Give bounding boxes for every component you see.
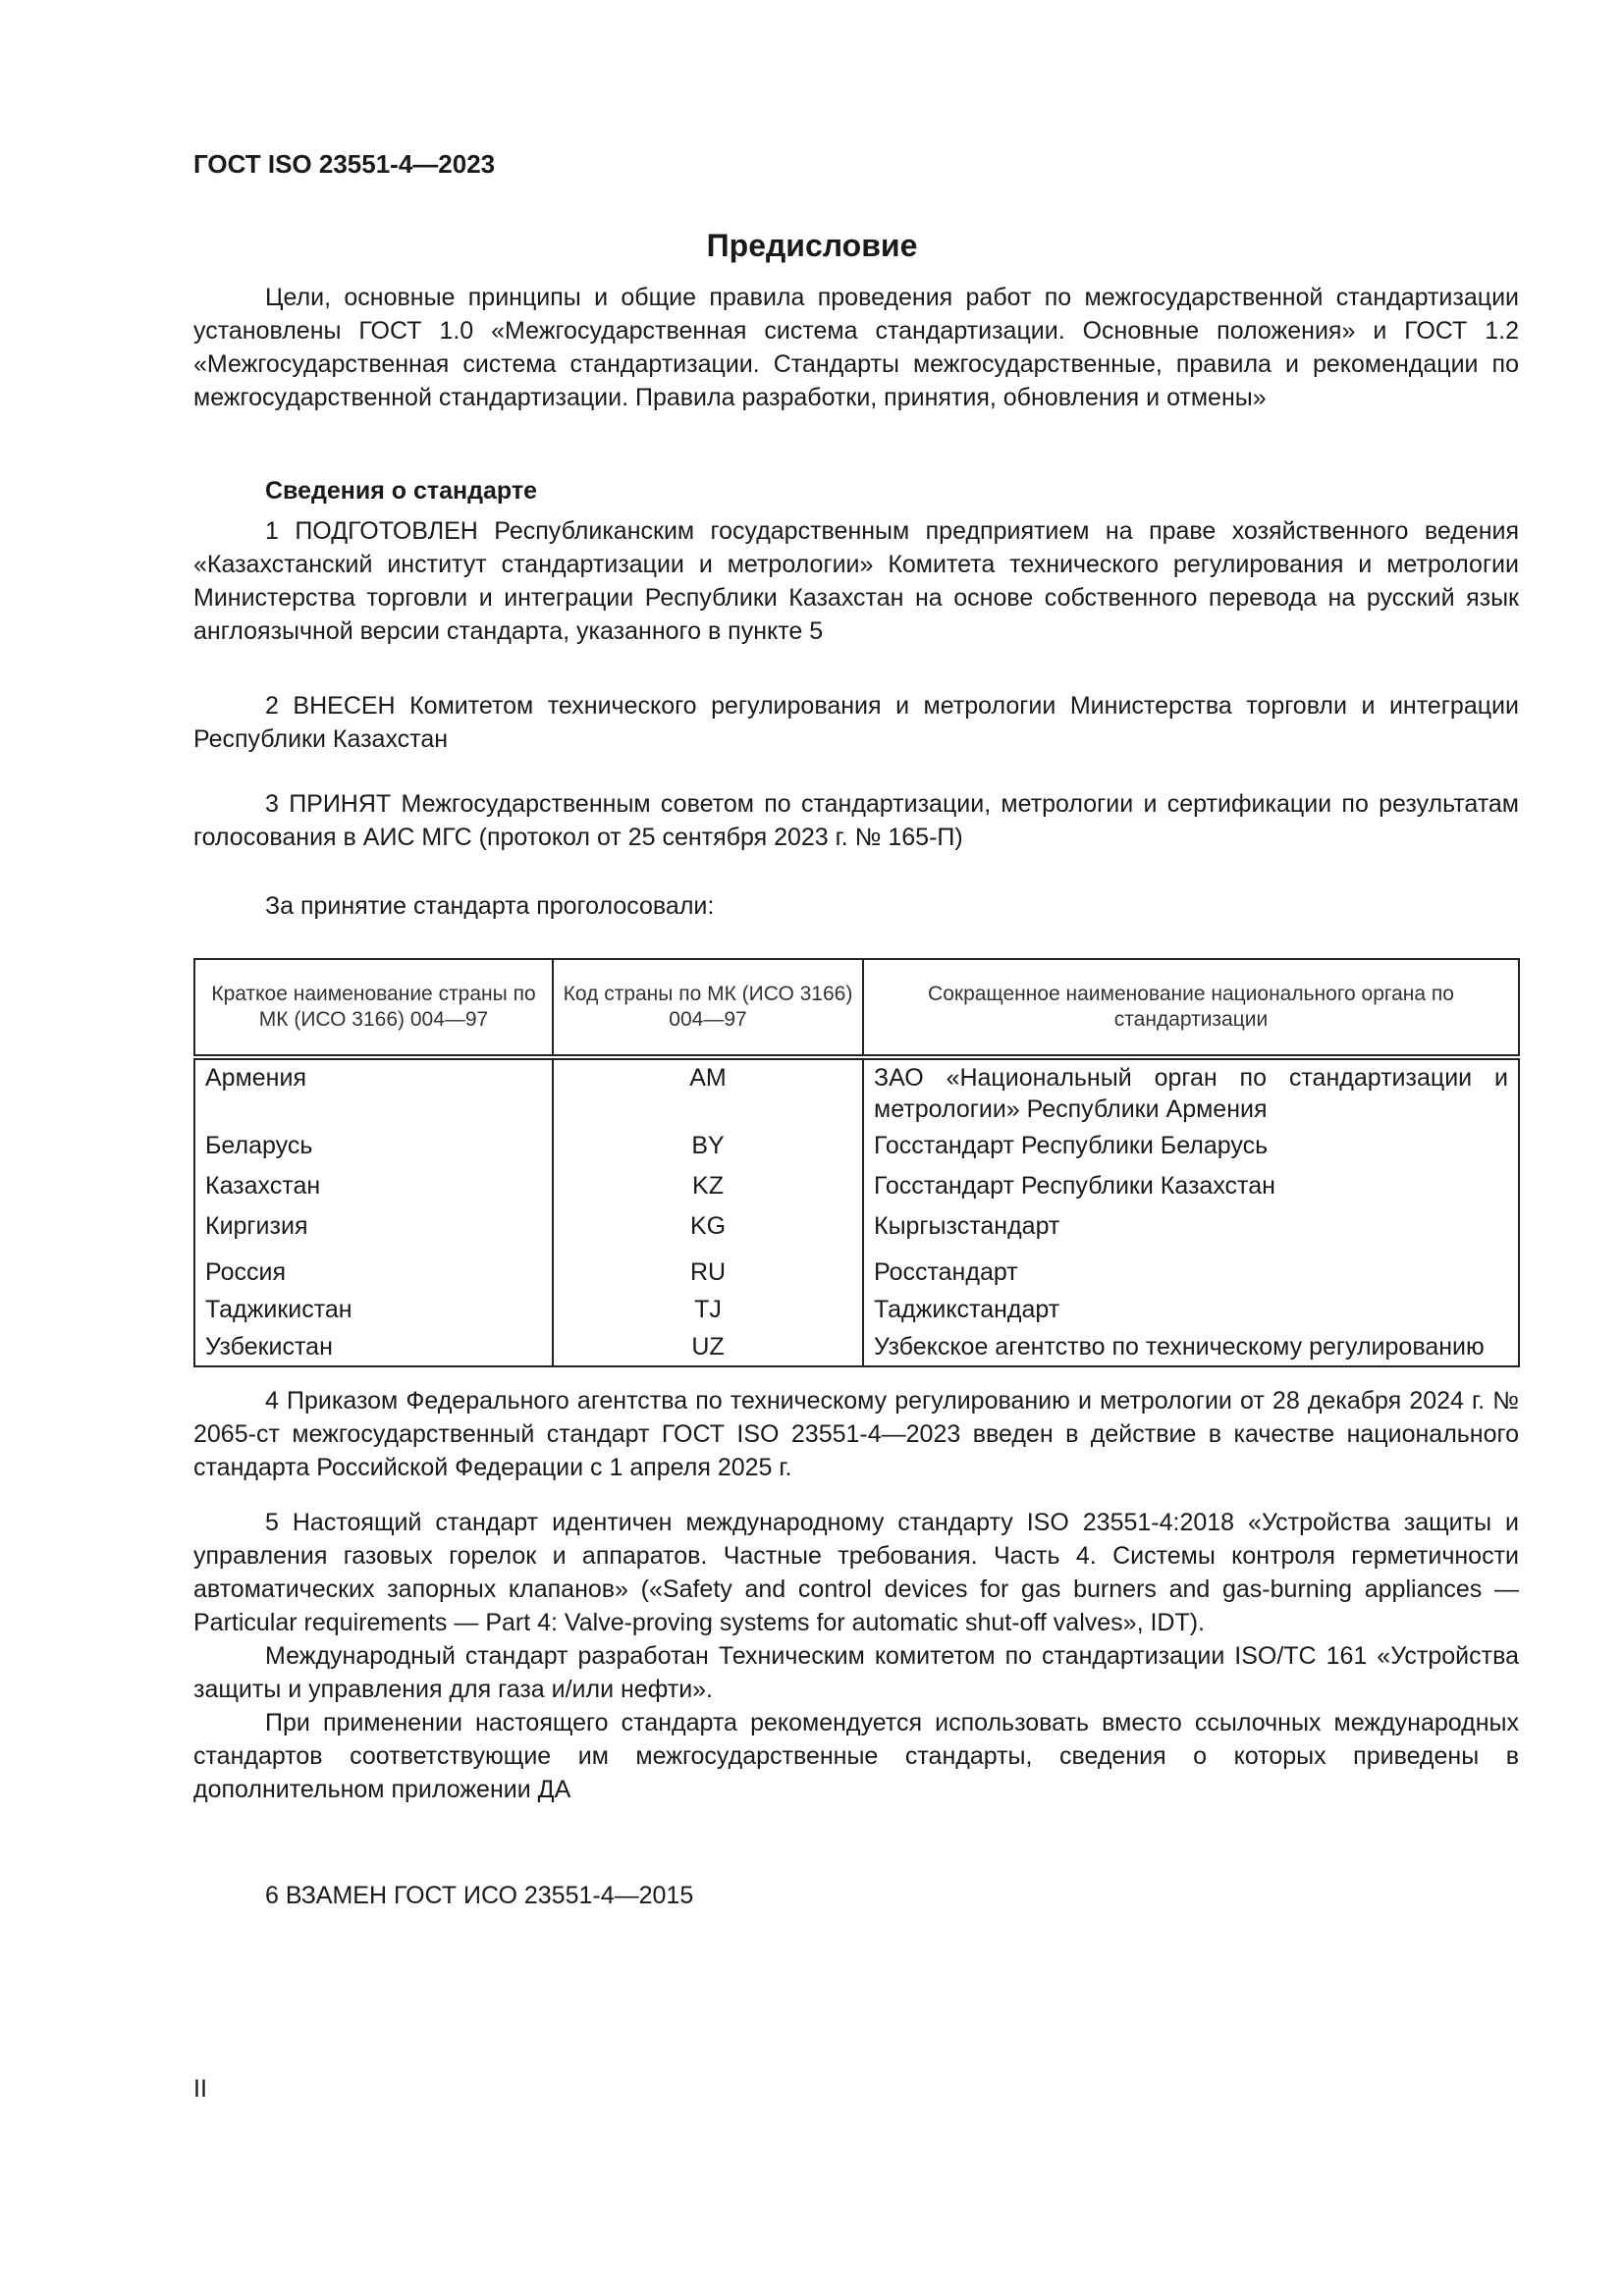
- country-cell: Беларусь: [194, 1128, 553, 1168]
- code-cell: KG: [553, 1208, 863, 1255]
- page-number: II: [193, 2075, 207, 2103]
- intro-paragraph: [193, 281, 1519, 414]
- table-row: [194, 1057, 1519, 1128]
- item-2-text: 2 ВНЕСЕН Комитетом технического регулирования и метрологии Министерства торговли и интеграции Республики Казахстан: [193, 692, 1519, 753]
- code-cell: KZ: [553, 1168, 863, 1208]
- item-5: [193, 1506, 1519, 1806]
- table-row: [194, 1168, 1519, 1208]
- subheading: Сведения о стандарте: [265, 477, 538, 505]
- org-cell: ЗАО «Национальный орган по стандартизации и метрологии» Республики Армения: [863, 1057, 1519, 1128]
- intro-text: Цели, основные принципы и общие правила проведения работ по межгосударственной стандартизации установлены ГОСТ 1.0 «Межгосударственная система стандартизации. Основные положения» и ГОСТ 1.2 «Межгосударственная система стандартизации. Стандарты межгосударственные, правила и рекомендации по межгосударственной стандартизации. Правила разработки, принятия, обновления и отмены»: [193, 284, 1519, 411]
- org-cell: Кыргызстандарт: [863, 1208, 1519, 1255]
- org-cell: Таджикстандарт: [863, 1292, 1519, 1329]
- code-cell: BY: [553, 1128, 863, 1168]
- org-cell: Госстандарт Республики Казахстан: [863, 1168, 1519, 1208]
- item-1-text: 1 ПОДГОТОВЛЕН Республиканским государственным предприятием на праве хозяйственного ведения «Казахстанский институт стандартизации и метрологии» Комитета технического регулирования и метрологии Министерства торговли и интеграции Республики Казахстан на основе собственного перевода на русский язык англоязычной версии стандарта, указанного в пункте 5: [193, 517, 1519, 645]
- item-2: [193, 689, 1519, 756]
- table-header-row: [194, 959, 1519, 1057]
- item-5-tc-text: Международный стандарт разработан Техническим комитетом по стандартизации ISO/TC 161 «Устройства защиты и управления для газа и/или нефти».: [193, 1642, 1519, 1703]
- code-cell: TJ: [553, 1292, 863, 1329]
- table-row: [194, 1208, 1519, 1255]
- country-cell: Таджикистан: [194, 1292, 553, 1329]
- item-6: [193, 1879, 1519, 1912]
- country-cell: Киргизия: [194, 1208, 553, 1255]
- col-code-header: Код страны по МК (ИСО 3166) 004—97: [553, 959, 863, 1057]
- item-3-text: 3 ПРИНЯТ Межгосударственным советом по стандартизации, метрологии и сертификации по результатам голосования в АИС МГС (протокол от 25 сентября 2023 г. № 165-П): [193, 790, 1519, 851]
- item-1: [193, 514, 1519, 648]
- country-cell: Казахстан: [194, 1168, 553, 1208]
- code-cell: AM: [553, 1057, 863, 1128]
- item-4: [193, 1384, 1519, 1484]
- table-row: [194, 1292, 1519, 1329]
- code-cell: RU: [553, 1255, 863, 1292]
- code-cell: UZ: [553, 1329, 863, 1366]
- org-cell: Госстандарт Республики Беларусь: [863, 1128, 1519, 1168]
- voting-table: [193, 958, 1520, 1367]
- item-3: [193, 787, 1519, 854]
- table-row: [194, 1128, 1519, 1168]
- item-6-text: 6 ВЗАМЕН ГОСТ ИСО 23551-4—2015: [265, 1882, 694, 1909]
- item-5-refs-text: При применении настоящего стандарта рекомендуется использовать вместо ссылочных международных стандартов соответствующие им межгосударственные стандарты, сведения о которых приведены в дополнительном приложении ДА: [193, 1709, 1519, 1803]
- voted-label: [193, 889, 1519, 923]
- table-row: [194, 1255, 1519, 1292]
- col-org-header: Сокращенное наименование национального органа по стандартизации: [863, 959, 1519, 1057]
- org-cell: Росстандарт: [863, 1255, 1519, 1292]
- table-row: [194, 1329, 1519, 1366]
- item-5-text: 5 Настоящий стандарт идентичен международному стандарту ISO 23551-4:2018 «Устройства защиты и управления газовых горелок и аппаратов. Частные требования. Часть 4. Системы контроля герметичности автоматических запорных клапанов» («Safety and control devices for gas burners and gas-burning appliances — Particular requirements — Part 4: Valve-proving systems for automatic shut-off valves», IDT).: [193, 1509, 1519, 1636]
- country-cell: Узбекистан: [194, 1329, 553, 1366]
- country-cell: Россия: [194, 1255, 553, 1292]
- voted-text: За принятие стандарта проголосовали:: [265, 892, 715, 920]
- item-4-text: 4 Приказом Федерального агентства по техническому регулированию и метрологии от 28 декабря 2024 г. № 2065-ст межгосударственный стандарт ГОСТ ISO 23551-4—2023 введен в действие в качестве национального стандарта Российской Федерации с 1 апреля 2025 г.: [193, 1387, 1519, 1481]
- org-cell: Узбекское агентство по техническому регулированию: [863, 1329, 1519, 1366]
- page-title: Предисловие: [706, 228, 918, 263]
- col-country-header: Краткое наименование страны по МК (ИСО 3166) 004—97: [194, 959, 553, 1057]
- document-id-header: ГОСТ ISO 23551-4—2023: [193, 149, 496, 179]
- country-cell: Армения: [194, 1057, 553, 1128]
